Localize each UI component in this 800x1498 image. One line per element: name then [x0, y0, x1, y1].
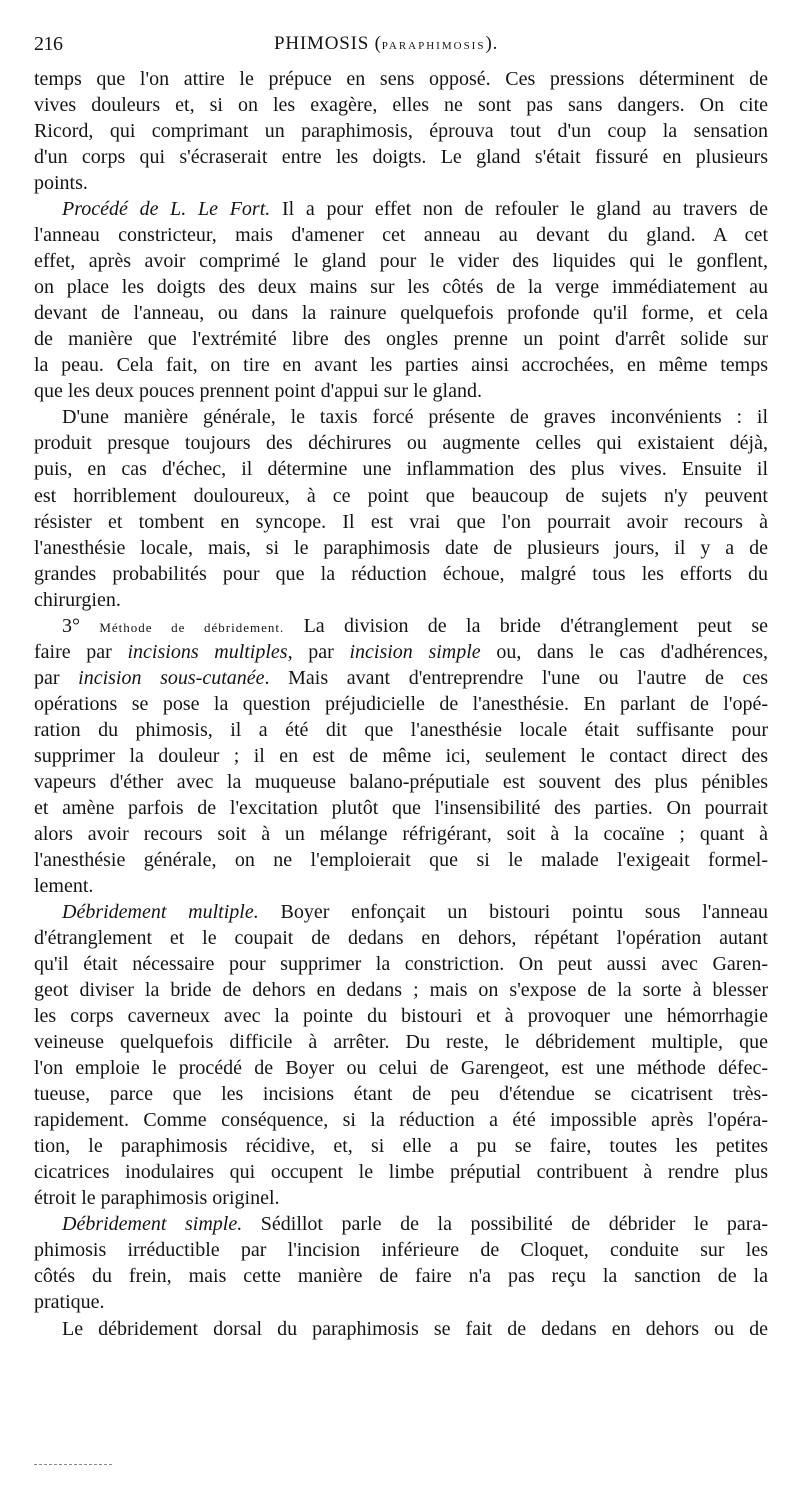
- text-line: alors avoir recours soit à un mélange réfrigérant, soit à la cocaïne ; quant à: [34, 822, 768, 845]
- running-title: [274, 33, 498, 55]
- text-line: la peau. Cela fait, on tire en avant les parties ainsi accrochées, en même temps: [34, 354, 768, 377]
- running-head: [34, 33, 764, 63]
- running-title-main: PHIMOSIS (: [274, 33, 382, 54]
- text-line: vapeurs d'éther avec la muqueuse balano-préputiale est souvent des plus pénibles: [34, 770, 768, 793]
- text-line: temps que l'on attire le prépuce en sens opposé. Ces pressions déterminent de: [34, 68, 768, 90]
- footnote-rule: [34, 1464, 112, 1465]
- text-line: lement.: [34, 874, 94, 897]
- running-title-small-caps: PARAPHIMOSIS: [381, 40, 486, 52]
- text-line: l'anneau constricteur, mais d'amener cet anneau au devant du gland. A cet: [34, 224, 768, 247]
- text-line: tueuse, parce que les incisions étant de peu d'étendue se cicatrisent très-: [34, 1083, 768, 1106]
- text-line: côtés du frein, mais cette manière de faire n'a pas reçu la sanction de la: [34, 1265, 768, 1288]
- text-line: puis, en cas d'échec, il détermine une inflammation des plus vives. Ensuite il: [34, 458, 768, 481]
- text-line: geot diviser la bride de dehors en dedans ; mais on s'expose de la sorte à blesser: [34, 979, 768, 1002]
- text-line: résister et tombent en syncope. Il est vrai que l'on pourrait avoir recours à: [34, 510, 768, 533]
- text-line: D'une manière générale, le taxis forcé présente de graves inconvénients : il: [62, 406, 768, 429]
- text-line: par incision sous-cutanée. Mais avant d'entreprendre l'une ou l'autre de ces: [34, 666, 768, 689]
- text-line: 3° Méthode de débridement. La division de la bride d'étranglement peut se: [62, 614, 768, 637]
- text-line: Le débridement dorsal du paraphimosis se fait de dedans en dehors ou de: [62, 1317, 768, 1340]
- text-line: faire par incisions multiples, par incision simple ou, dans le cas d'adhérences,: [34, 640, 768, 663]
- text-line: points.: [34, 172, 88, 195]
- text-line: vives douleurs et, si on les exagère, elles ne sont pas sans dangers. On cite: [34, 94, 768, 117]
- text-line: et amène parfois de l'excitation plutôt que l'insensibilité des parties. On pourrait: [34, 796, 768, 819]
- text-line: pratique.: [34, 1291, 105, 1314]
- text-line: Débridement multiple. Boyer enfonçait un bistouri pointu sous l'anneau: [62, 901, 768, 923]
- text-line: opérations se pose la question préjudicielle de l'anesthésie. En parlant de l'opé-: [34, 692, 768, 715]
- text-line: qu'il était nécessaire pour supprimer la constriction. On peut aussi avec Garen-: [34, 953, 768, 976]
- text-line: chirurgien.: [34, 588, 121, 611]
- text-line: Procédé de L. Le Fort. Il a pour effet non de refouler le gland au travers de: [62, 198, 768, 221]
- text-line: l'anesthésie locale, mais, si le paraphimosis date de plusieurs jours, il y a de: [34, 536, 768, 559]
- section-heading-debridement-simple: Débridement simple.: [62, 1213, 243, 1236]
- text-line: Débridement simple. Sédillot parle de la possibilité de débrider le para-: [62, 1213, 769, 1236]
- section-heading-debridement-multiple: Débridement multiple.: [62, 901, 259, 923]
- text-line: tion, le paraphimosis récidive, et, si elle a pu se faire, toutes les petites: [34, 1135, 768, 1158]
- text-line: l'anesthésie générale, on ne l'emploierait que si le malade l'exigeait formel-: [34, 848, 768, 871]
- text-line: est horriblement douloureux, à ce point que beaucoup de sujets n'y peuvent: [34, 484, 768, 507]
- text-line: phimosis irréductible par l'incision inférieure de Cloquet, conduite sur les: [34, 1239, 768, 1262]
- text-line: supprimer la douleur ; il en est de même ici, seulement le contact direct des: [34, 744, 768, 767]
- text-line: veineuse quelquefois difficile à arrêter. Du reste, le débridement multiple, que: [34, 1031, 768, 1054]
- page-number: 216: [34, 33, 63, 55]
- text-line: d'étranglement et le coupait de dedans en dehors, répétant l'opération autant: [34, 927, 768, 950]
- text-line: ration du phimosis, il a été dit que l'anesthésie locale était suffisante pour: [34, 718, 768, 741]
- text-line: étroit le paraphimosis originel.: [34, 1187, 280, 1210]
- text-line: de manière que l'extrémité libre des ongles prenne un point d'arrêt solide sur: [34, 328, 768, 351]
- text-line: on place les doigts des deux mains sur les côtés de la verge immédiatement au: [34, 276, 768, 299]
- section-heading-methode-debridement: Méthode de débridement.: [99, 619, 285, 635]
- text-line: l'on emploie le procédé de Boyer ou celui de Garengeot, est une méthode défec-: [34, 1057, 768, 1080]
- text-line: effet, après avoir comprimé le gland pour le vider des liquides qui le gonflent,: [34, 250, 768, 273]
- section-heading-le-fort: Procédé de L. Le Fort.: [62, 198, 271, 221]
- text-line: rapidement. Comme conséquence, si la réduction a été impossible après l'opéra-: [34, 1109, 768, 1132]
- text-line: devant de l'anneau, ou dans la rainure quelquefois profonde qu'il forme, et cela: [34, 302, 768, 325]
- text-line: les corps caverneux avec la pointe du bistouri et à provoquer une hémorrhagie: [34, 1005, 768, 1028]
- text-line: Ricord, qui comprimant un paraphimosis, éprouva tout d'un coup la sensation: [34, 120, 768, 143]
- running-title-end: ).: [485, 33, 499, 54]
- text-line: produit presque toujours des déchirures ou augmente celles qui existaient déjà,: [34, 432, 768, 455]
- text-line: cicatrices inodulaires qui occupent le limbe préputial contribuent à rendre plus: [34, 1161, 768, 1184]
- text-line: d'un corps qui s'écraserait entre les doigts. Le gland s'était fissuré en plusieurs: [34, 146, 768, 169]
- body-text: [34, 66, 768, 1342]
- text-line: grandes probabilités pour que la réduction échoue, malgré tous les efforts du: [34, 562, 768, 585]
- text-line: que les deux pouces prennent point d'appui sur le gland.: [34, 380, 482, 403]
